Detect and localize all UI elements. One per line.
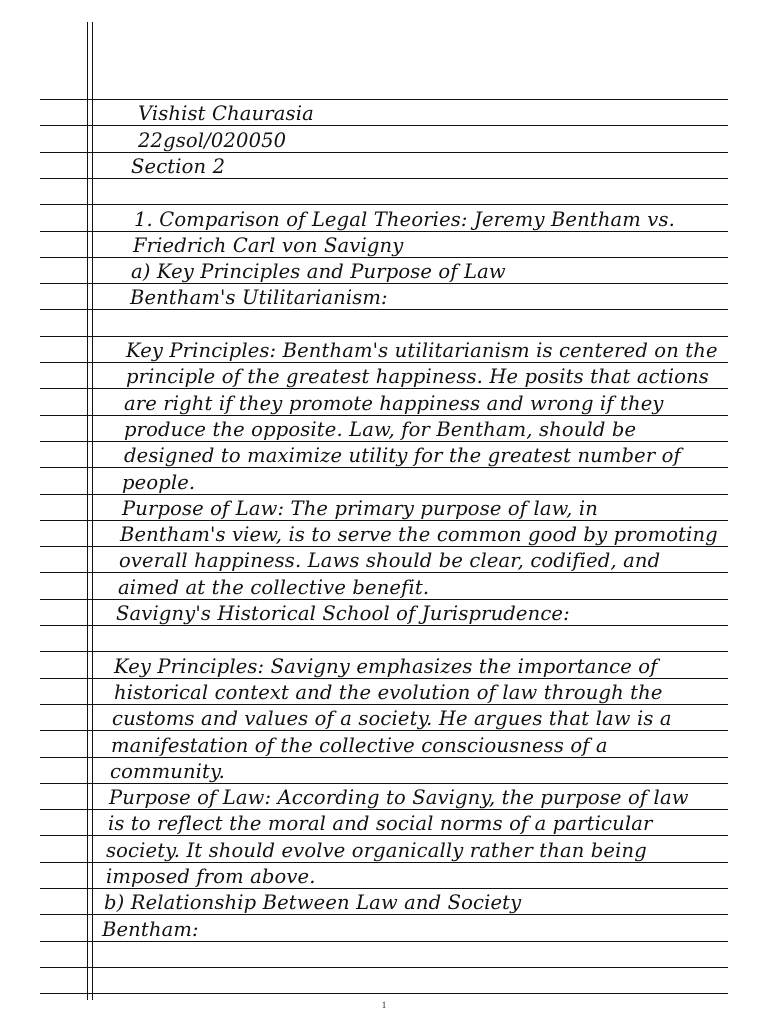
text-line: Friedrich Carl von Savigny — [133, 233, 404, 257]
ruled-line — [40, 152, 728, 153]
text-line: Purpose of Law: According to Savigny, the purpose of law — [109, 786, 689, 810]
text-line: Purpose of Law: The primary purpose of law, in — [122, 496, 598, 520]
ruled-line — [40, 415, 728, 416]
text-line: aimed at the collective benefit. — [118, 575, 430, 599]
ruled-line — [40, 257, 728, 258]
margin-line-left — [87, 22, 88, 1000]
ruled-line — [40, 914, 728, 915]
text-line: society. It should evolve organically rather than being — [106, 838, 647, 862]
ruled-line — [40, 888, 728, 889]
ruled-line — [40, 809, 728, 810]
ruled-line — [40, 862, 728, 863]
text-line: manifestation of the collective consciousness of a — [111, 733, 608, 757]
ruled-line — [40, 441, 728, 442]
ruled-line — [40, 599, 728, 600]
text-line: produce the opposite. Law, for Bentham, should be — [124, 417, 637, 441]
notebook-page — [40, 22, 728, 1000]
margin-line-right — [92, 22, 93, 1000]
text-line: customs and values of a society. He argues that law is a — [112, 707, 672, 731]
ruled-line — [40, 651, 728, 652]
ruled-line — [40, 572, 728, 573]
ruled-line — [40, 783, 728, 784]
ruled-line — [40, 204, 728, 205]
text-line: Bentham's Utilitarianism: — [130, 286, 388, 310]
text-line: designed to maximize utility for the greatest number of — [124, 444, 681, 468]
ruled-line — [40, 967, 728, 968]
text-line: 1. Comparison of Legal Theories: Jeremy Bentham vs. — [134, 207, 675, 231]
ruled-line — [40, 467, 728, 468]
page-number: 1 — [381, 1000, 387, 1010]
text-line: historical context and the evolution of law through the — [114, 680, 663, 704]
ruled-line — [40, 362, 728, 363]
ruled-line — [40, 178, 728, 179]
ruled-line — [40, 125, 728, 126]
ruled-line — [40, 494, 728, 495]
ruled-line — [40, 309, 728, 310]
text-line: overall happiness. Laws should be clear, codified, and — [119, 549, 661, 573]
text-line: principle of the greatest happiness. He posits that actions — [126, 365, 709, 389]
ruled-line — [40, 336, 728, 337]
ruled-line — [40, 757, 728, 758]
text-line: Bentham's view, is to serve the common good by promoting — [120, 523, 718, 547]
ruled-line — [40, 941, 728, 942]
ruled-line — [40, 625, 728, 626]
ruled-line — [40, 99, 728, 100]
ruled-line — [40, 730, 728, 731]
text-line: are right if they promote happiness and wrong if they — [124, 391, 664, 415]
ruled-line — [40, 704, 728, 705]
text-line: Vishist Chaurasia — [138, 102, 314, 126]
ruled-line — [40, 520, 728, 521]
text-line: Bentham: — [102, 917, 199, 941]
ruled-line — [40, 835, 728, 836]
text-line: a) Key Principles and Purpose of Law — [131, 260, 506, 284]
text-line: Savigny's Historical School of Jurisprudence: — [116, 602, 570, 625]
ruled-line — [40, 678, 728, 679]
ruled-line — [40, 993, 728, 994]
ruled-line — [40, 388, 728, 389]
text-line: b) Relationship Between Law and Society — [104, 891, 522, 915]
ruled-line — [40, 546, 728, 547]
ruled-line — [40, 231, 728, 232]
text-line: Key Principles: Bentham's utilitarianism is centered on the — [126, 339, 718, 362]
text-line: Key Principles: Savigny emphasizes the importance of — [114, 654, 658, 678]
text-line: Section 2 — [131, 154, 226, 178]
text-line: 22gsol/020050 — [138, 128, 287, 152]
text-line: people. — [122, 470, 196, 494]
text-line: community. — [110, 759, 225, 783]
text-line: is to reflect the moral and social norms of a particular — [108, 812, 653, 836]
text-line: imposed from above. — [106, 865, 316, 888]
ruled-line — [40, 283, 728, 284]
